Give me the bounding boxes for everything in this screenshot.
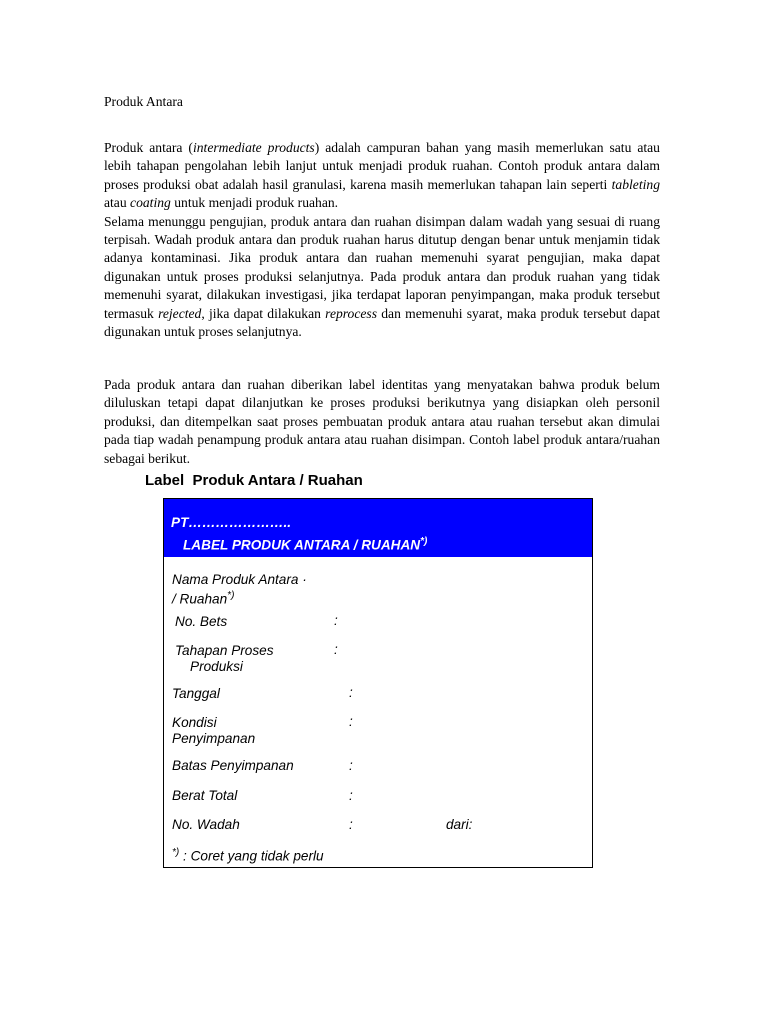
field-label: Produksi (190, 658, 243, 674)
label-example-box (163, 498, 593, 868)
text-run-italic: rejected (158, 305, 202, 321)
field-tahapan-proses (175, 643, 274, 674)
paragraph-label-description: Pada produk antara dan ruahan diberikan label identitas yang menyatakan bahwa produk belum diluluskan tetapi dapat dilanjutkan ke proses produksi berikutnya yang disiapkan oleh personil produksi, dan ditempelkan saat proses pembuatan produk antara atau ruahan tersebut akan dimulai pada tiap wadah penampung produk antara atau ruahan disimpan. Contoh label produk antara/ruahan sebagai berikut. (104, 377, 660, 466)
field-colon: : (349, 714, 353, 729)
label-example-title: Label Produk Antara / Ruahan (145, 472, 363, 489)
field-nama-produk (172, 572, 307, 607)
text-run: atau (104, 195, 131, 211)
field-label: / Ruahan (172, 591, 228, 607)
field-kondisi-penyimpanan (172, 715, 255, 746)
text-run: ) adalah campuran bahan yang masih memerlukan satu atau lebih tahapan pengolahan lebih lanjut untuk menjadi produk ruahan. Contoh produk antara dalam proses produksi obat adalah hasil granulasi, karena masih memerlukan tahapan lain seperti (104, 140, 660, 192)
label-header (164, 499, 592, 557)
field-no-wadah: No. Wadah (172, 817, 240, 832)
field-berat-total: Berat Total (172, 788, 238, 803)
field-colon: : (349, 788, 353, 803)
text-run: untuk menjadi produk ruahan. (170, 195, 339, 211)
field-no-bets: No. Bets (175, 614, 228, 629)
text-run: dan memenuhi syarat, maka produk tersebut dapat digunakan untuk proses selanjutnya. (104, 305, 660, 340)
field-batas-penyimpanan: Batas Penyimpanan (172, 758, 294, 773)
text-run-italic: reprocess (325, 305, 378, 321)
field-label: Penyimpanan (172, 730, 256, 746)
company-name-line: PT………………….. (171, 515, 292, 530)
asterisk-mark: *) (172, 847, 180, 858)
field-colon: : (334, 613, 338, 628)
asterisk-mark: *) (227, 589, 235, 601)
text-run: , jika dapat dilakukan (201, 305, 326, 321)
text-run: Produk antara ( (104, 140, 193, 155)
field-label: Tahapan Proses (175, 643, 274, 658)
label-name-text: LABEL PRODUK ANTARA / RUAHAN (183, 537, 421, 553)
text-run-italic: intermediate products (192, 140, 315, 155)
field-colon: : (349, 685, 353, 700)
field-colon: : (349, 758, 353, 773)
text-run-italic: tableting (611, 176, 660, 192)
field-label: Nama Produk Antara (172, 572, 299, 587)
field-dot: · (302, 572, 307, 587)
paragraph-intermediate-products (104, 139, 660, 341)
field-colon: : (334, 642, 338, 657)
text-run-italic: coating (130, 195, 171, 211)
field-tanggal: Tanggal (172, 686, 220, 701)
label-footnote (172, 845, 324, 864)
asterisk-mark: *) (420, 536, 428, 547)
text-run: Selama menunggu pengujian, produk antara dan ruahan disimpan dalam wadah yang sesuai di ruang terpisah. Wadah produk antara dan produk ruahan harus ditutup dengan benar untuk menjamin tidak adanya kontaminasi. Jika produk antara dan ruahan memenuhi syarat pengujian, maka dapat digunakan untuk proses produksi selanjutnya. Pada produk antara dan produk ruahan yang tidak memenuhi syarat, dilakukan investigasi, jika terdapat laporan penyimpangan, maka produk tersebut termasuk (104, 213, 660, 321)
field-dari: dari: (446, 817, 473, 832)
label-name (183, 536, 427, 553)
field-colon: : (349, 817, 353, 832)
footnote-text: : Coret yang tidak perlu (179, 848, 324, 864)
field-label: Kondisi (172, 715, 217, 730)
section-heading: Produk Antara (104, 94, 183, 109)
